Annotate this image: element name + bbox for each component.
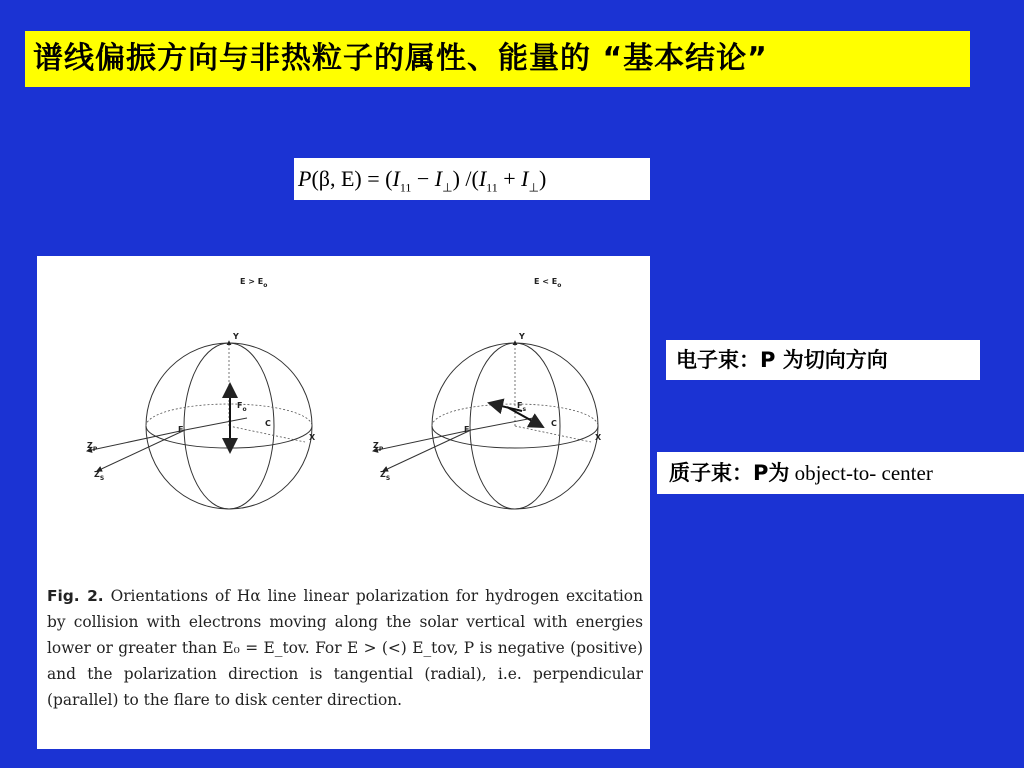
left-f-label: F [178,425,184,434]
figure-caption-text: Orientations of Hα line linear polarization for hydrogen excitation by collision with electrons moving along the solar vertical with energies lower or greater than E₀ = E_tov. For E > (<) E_tov, P is negative (positive) and the polarization direction is tangential (radial), i.e. perpendicular (parallel) to the flare to disk center direction. [47,587,643,709]
polarization-formula [294,158,650,200]
right-x-axis-label: X [595,433,602,442]
formula-eq: = ( [361,166,393,191]
formula-sub-parallel: 11 [399,180,412,195]
right-f-label: F [464,425,470,434]
right-energy-label: $E < E_o$ [534,277,562,289]
left-zs-label: $Z_S$ [94,470,105,482]
formula-i-perp-2: I [521,166,529,191]
figure-caption [47,583,643,713]
figure-panel [37,256,650,749]
formula-mid: ) /( [452,166,479,191]
formula-sub-parallel-2: 11 [486,180,498,195]
formula-i-parallel-2: I [478,166,487,191]
right-fs-label: $F_s$ [517,401,527,413]
left-fo-label: $F_o$ [237,401,247,413]
right-c-label: C [551,419,557,428]
right-zs-label: $Z_S$ [380,470,391,482]
formula-plus: + [497,166,522,191]
electron-beam-note: 电子束：P 为切向方向 [666,340,980,380]
formula-sub-perp: ⊥ [442,180,453,195]
proton-note-head: 质子束：P为 [669,461,790,485]
proton-note-rest: object-to- center [789,461,933,485]
left-c-label: C [265,419,271,428]
right-y-axis-label: Y [519,332,525,341]
proton-beam-note [657,452,1024,494]
formula-i-perp: I [434,166,443,191]
formula-args: (β, E) [311,166,362,191]
formula-i-parallel: I [392,166,400,191]
polarization-diagram [37,256,650,576]
formula-sub-perp-2: ⊥ [528,180,539,195]
left-x-axis-label: X [309,433,316,442]
slide-title: 谱线偏振方向与非热粒子的属性、能量的 “基本结论” [25,31,970,87]
left-energy-label: $E > E_o$ [240,277,268,289]
left-zp-label: $Z_P$ [87,441,98,453]
formula-minus: − [411,166,435,191]
left-y-axis-label: Y [233,332,239,341]
right-sphere [373,332,602,509]
left-sphere [87,332,316,509]
formula-close: ) [538,166,547,191]
figure-label: Fig. 2. [47,587,104,605]
right-zp-label: $Z_P$ [373,441,384,453]
formula-p: P [298,166,312,191]
